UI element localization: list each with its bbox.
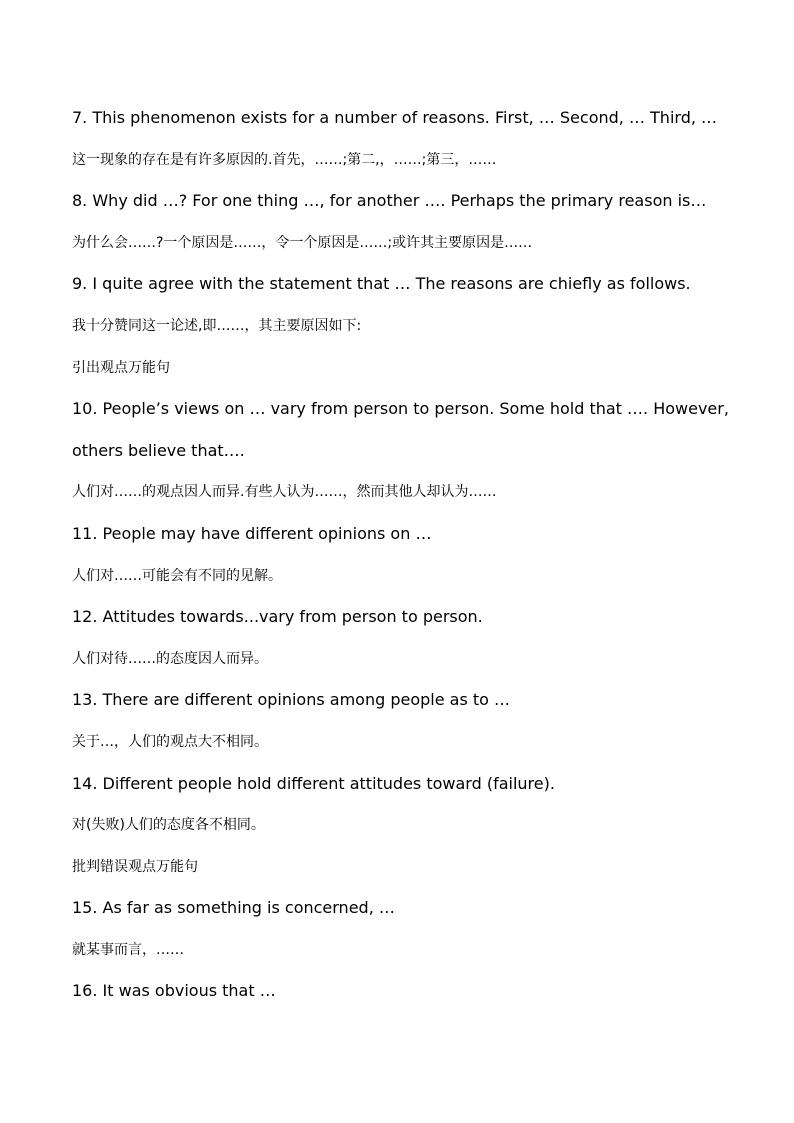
phrase-chinese: 人们对待……的态度因人而异。 (72, 650, 268, 667)
phrase-english: 16. It was obvious that … (72, 981, 276, 1001)
document-page (72, 104, 729, 1019)
phrase-english: 13. There are different opinions among people as to … (72, 690, 511, 710)
phrase-english: 7. This phenomenon exists for a number of reasons. First, … Second, … Third, … (72, 108, 718, 127)
phrase-english: 10. People’s views on … vary from person to person. Some hold that …. However, (72, 399, 729, 419)
phrase-chinese: 关于…，人们的观点大不相同。 (72, 733, 268, 750)
phrase-chinese: 对(失败)人们的态度各不相同。 (72, 817, 265, 834)
phrase-chinese: 为什么会……?一个原因是……，令一个原因是……;或许其主要原因是…… (72, 234, 533, 251)
phrase-english-continued: others believe that…. (72, 440, 245, 460)
phrase-english: 11. People may have different opinions on … (72, 523, 432, 543)
phrase-chinese: 就某事而言，…… (72, 941, 184, 958)
section-heading: 批判错误观点万能句 (72, 858, 198, 875)
phrase-chinese: 人们对……可能会有不同的见解。 (72, 567, 282, 584)
phrase-english: 9. I quite agree with the statement that … The reasons are chiefly as follows. (72, 274, 691, 294)
phrase-chinese: 这一现象的存在是有许多原因的.首先，……;第二,，……;第三，…… (72, 151, 497, 168)
phrase-chinese: 人们对……的观点因人而异.有些人认为……，然而其他人却认为…… (72, 484, 497, 501)
phrase-chinese: 我十分赞同这一论述,即……，其主要原因如下: (72, 317, 362, 334)
section-heading: 引出观点万能句 (72, 359, 170, 376)
phrase-english: 8. Why did …? For one thing …, for another …. Perhaps the primary reason is… (72, 191, 707, 211)
phrase-english: 15. As far as something is concerned, … (72, 898, 395, 918)
phrase-english: 12. Attitudes towards...vary from person to person. (72, 607, 483, 627)
phrase-english: 14. Different people hold different attitudes toward (failure). (72, 773, 555, 793)
